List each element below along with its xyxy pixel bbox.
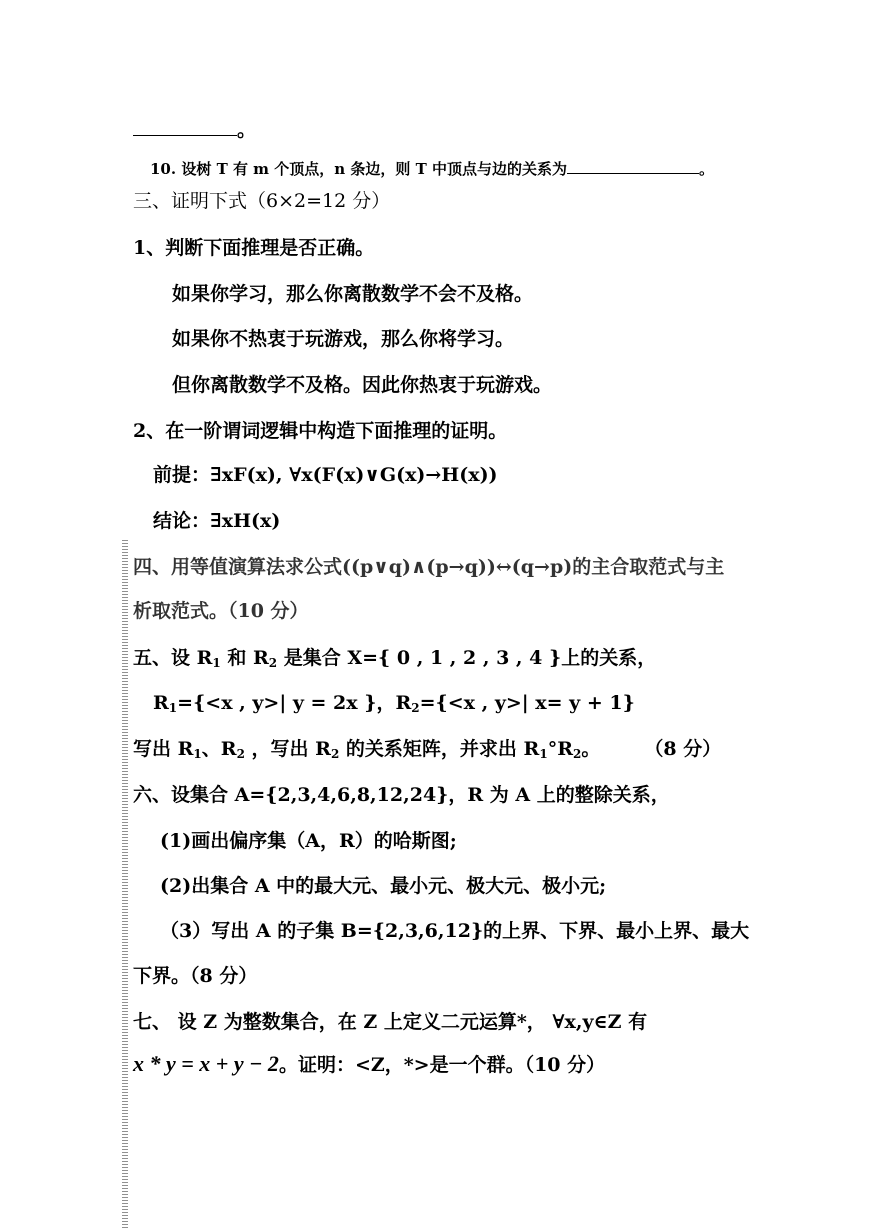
subscript: 1: [168, 701, 178, 715]
subscript: 1: [212, 656, 221, 670]
section-7-line-2: [133, 1052, 605, 1077]
section-6-item-3: （3）写出 A 的子集 B={2,3,6,12}的上界、下界、最小上界、最大: [160, 920, 750, 942]
operation-formula: x * y = x + y − 2: [133, 1051, 279, 1076]
text: 五、设 R: [133, 647, 213, 669]
argument-line-3: 但你离散数学不及格。因此你热衷于玩游戏。: [172, 374, 553, 396]
premise: 前提：∃xF(x), ∀x(F(x)∨G(x)→H(x)): [153, 464, 498, 486]
subscript: 2: [330, 747, 340, 761]
conclusion: 结论：∃xH(x): [153, 510, 281, 532]
section-4-line-2: [133, 599, 309, 623]
q10-text: 设树 T 有 m 个顶点，n 条边，则 T 中顶点与边的关系为: [181, 160, 568, 178]
text: 。: [581, 738, 601, 760]
section-5-line-1: [133, 646, 656, 670]
section-7-text: 。证明：<Z，*>是一个群。（10 分）: [278, 1054, 606, 1076]
subscript: 2: [573, 747, 582, 761]
text: ={<x , y>| y = 2x }，R: [177, 692, 412, 714]
text: 的关系矩阵，并求出 R: [339, 738, 540, 760]
section-3-title: 三、证明下式（6×2=12 分）: [133, 190, 391, 212]
section-7-line-1: 七、 设 Z 为整数集合，在 Z 上定义二元运算*， ∀x,y∈Z 有: [133, 1011, 648, 1033]
text: 、R: [201, 738, 237, 760]
binding-margin-rule: [122, 540, 128, 1228]
question-10: [150, 157, 714, 181]
section-4-text-cont: 析取范式。（10 分）: [133, 600, 309, 622]
section-6-item-1: (1)画出偏序集（A，R）的哈斯图;: [160, 830, 457, 852]
text: 写出 R: [133, 738, 194, 760]
subscript: 1: [539, 747, 548, 761]
section-4-text: 四、用等值演算法求公式((p∨q)∧(p→q))↔(q→p)的主合取范式与主: [133, 556, 725, 578]
text: ，写出 R: [244, 738, 331, 760]
text: 是集合 X={ 0 , 1 , 2 , 3 , 4 }上的关系，: [277, 647, 657, 669]
argument-line-2: 如果你不热衷于玩游戏，那么你将学习。: [172, 328, 515, 350]
section-6-item-2: (2)出集合 A 中的最大元、最小元、极大元、极小元;: [160, 875, 607, 897]
section-5-task: [133, 737, 721, 761]
section-3-problem-1-title: 1、判断下面推理是否正确。: [133, 237, 375, 259]
section-3-problem-2-title: 2、在一阶谓词逻辑中构造下面推理的证明。: [133, 420, 508, 442]
argument-line-1: 如果你学习，那么你离散数学不会不及格。: [172, 283, 534, 305]
q10-end: 。: [699, 160, 715, 178]
section-5-score: （8 分）: [644, 738, 722, 760]
section-6-item-3-cont: 下界。（8 分）: [133, 965, 258, 987]
subscript: 1: [193, 747, 202, 761]
subscript: 2: [411, 701, 420, 715]
section-6-line-1: 六、设集合 A={2,3,4,6,8,12,24}，R 为 A 上的整除关系，: [133, 784, 670, 806]
text: 和 R: [220, 647, 269, 669]
section-4-line-1: [133, 555, 724, 579]
subscript: 2: [236, 747, 245, 761]
text: R: [153, 692, 169, 714]
text: ={<x , y>| x= y + 1}: [419, 692, 635, 714]
text: °R: [547, 738, 573, 760]
section-5-relations: [153, 691, 635, 715]
q9-answer-line: [133, 118, 256, 142]
q9-answer-blank: [133, 119, 237, 136]
q10-answer-blank: [567, 157, 699, 174]
q10-number: 10.: [150, 160, 177, 178]
q9-end: 。: [237, 119, 257, 141]
subscript: 2: [268, 656, 278, 670]
